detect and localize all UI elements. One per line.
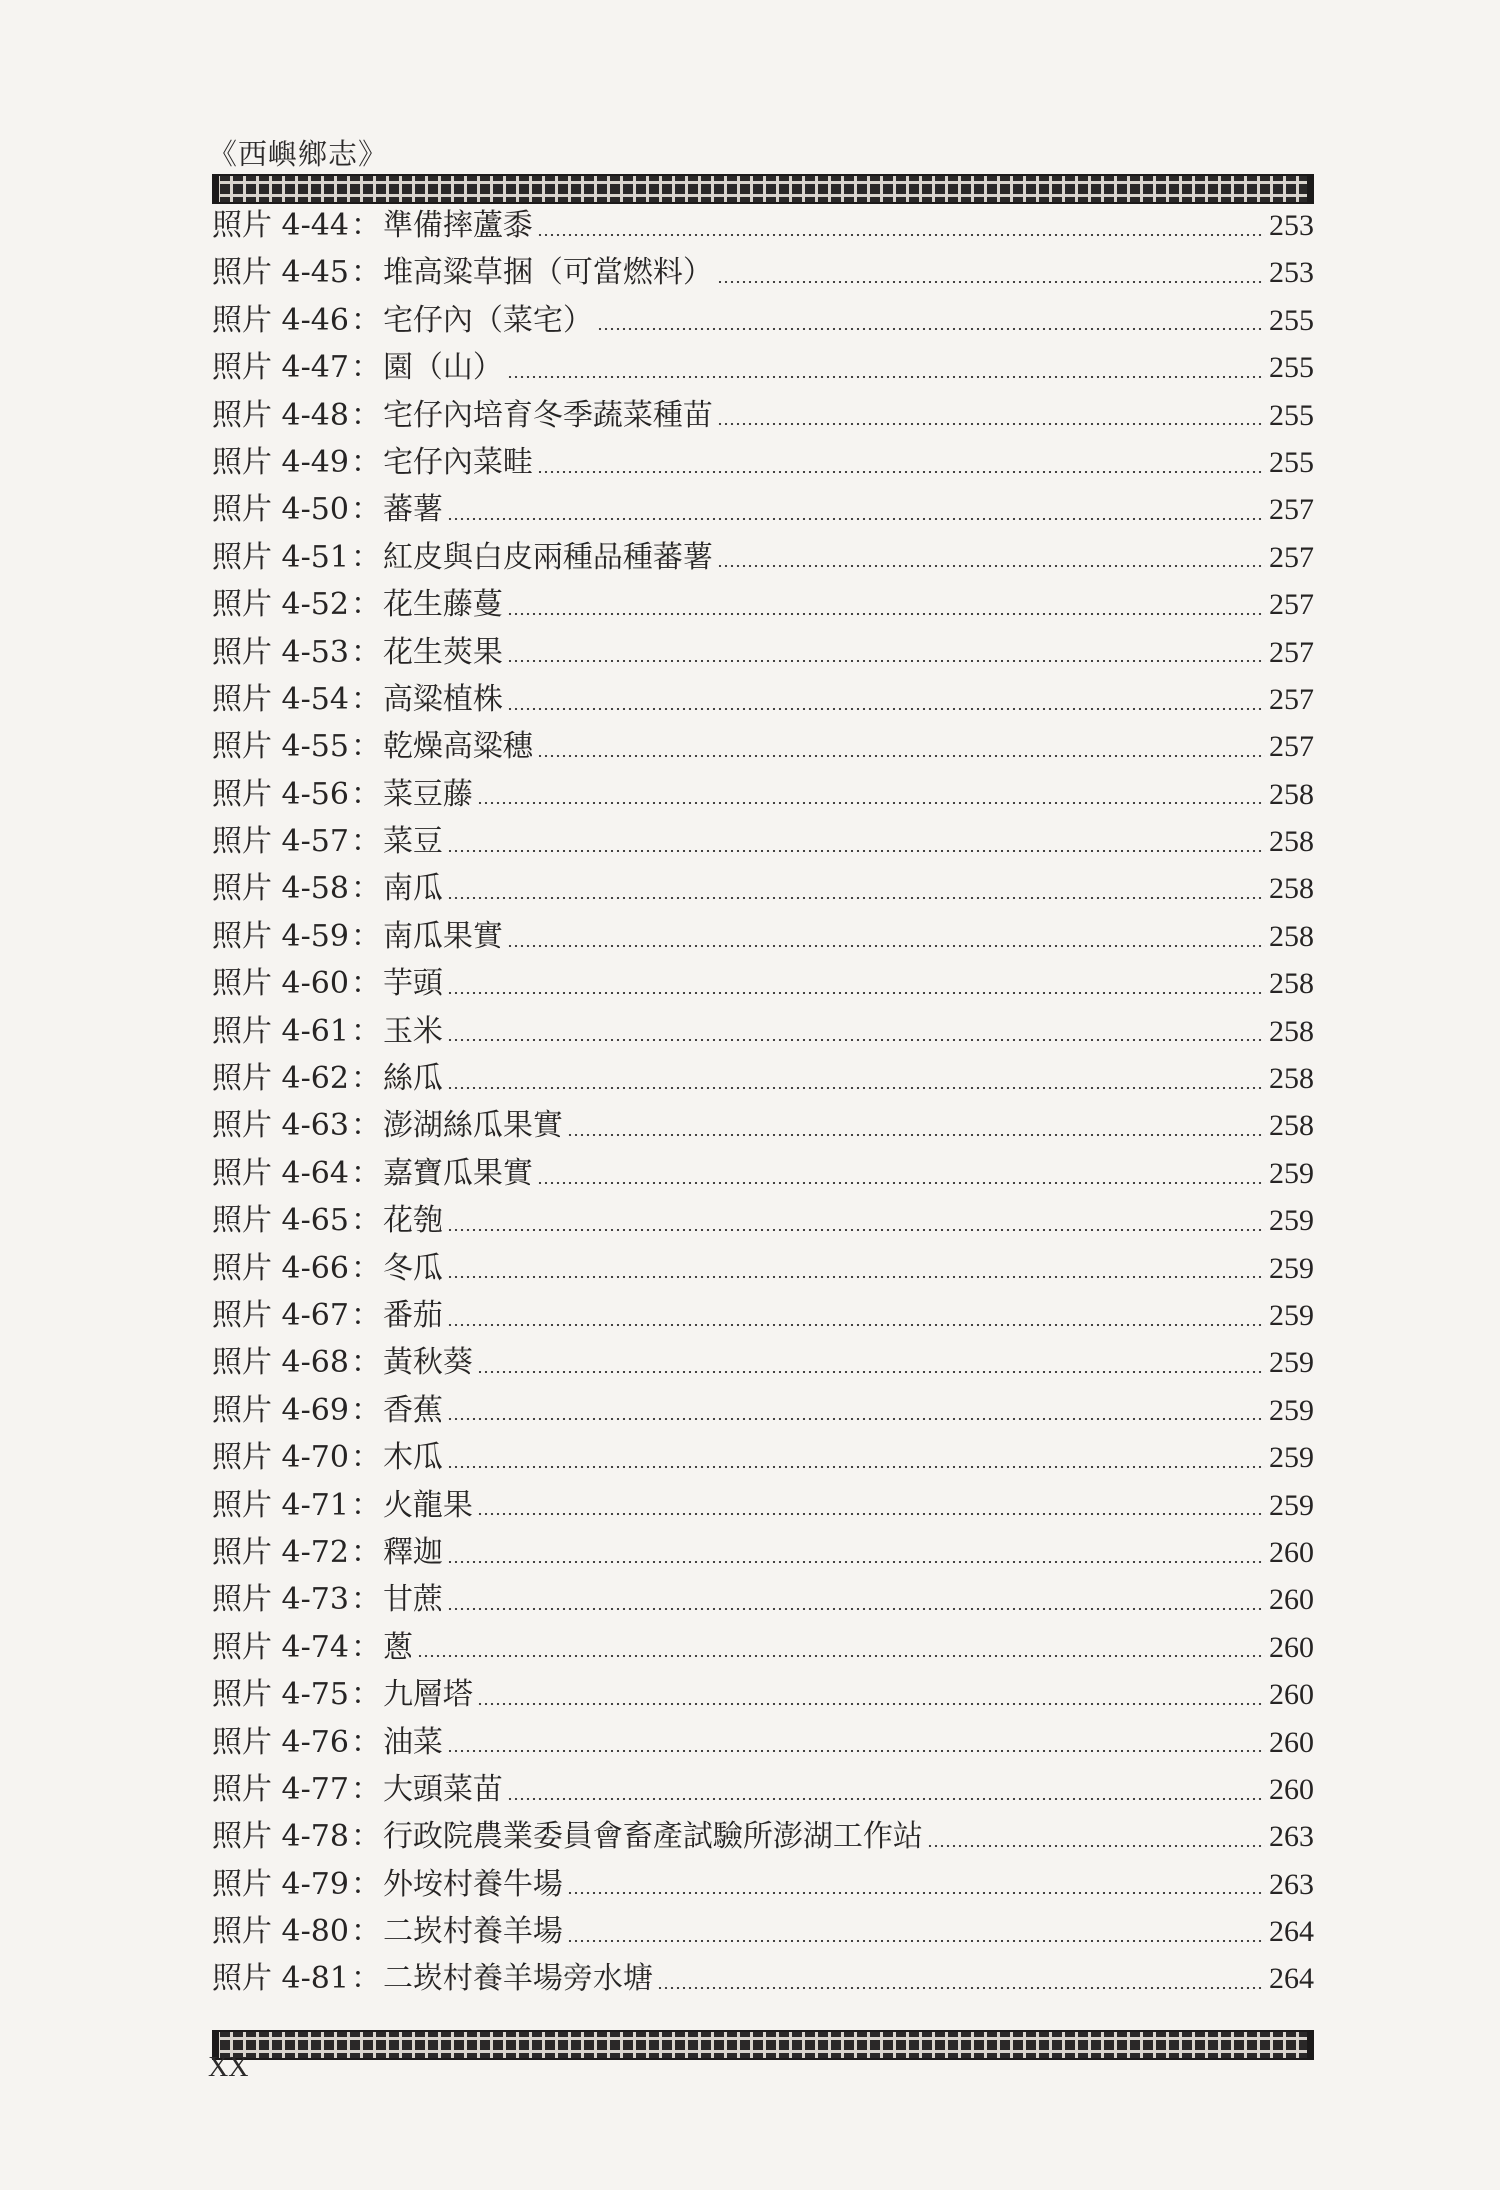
toc-entry (212, 392, 1314, 439)
toc-entry-label: 照片 4-73 (212, 1582, 349, 1618)
toc-entry-page: 253 (1269, 209, 1314, 242)
toc-entry-title: 宅仔內菜畦 (382, 444, 533, 480)
toc-entry-label: 照片 4-59 (212, 918, 349, 954)
toc-entry-title: 園（山） (382, 350, 503, 386)
dot-leader (537, 234, 1265, 236)
toc-entry-label: 照片 4-46 (212, 302, 349, 338)
toc-entry-title: 嘉寶瓜果實 (382, 1155, 533, 1191)
toc-entry-separator: ： (350, 350, 381, 386)
toc-entry-separator: ： (350, 1724, 381, 1760)
dot-leader (477, 1371, 1265, 1373)
toc-entry-separator: ： (350, 1914, 381, 1950)
dot-leader (447, 850, 1265, 852)
toc-entry (212, 439, 1314, 486)
toc-entry-separator: ： (350, 1061, 381, 1097)
toc-entry-page: 258 (1269, 967, 1314, 1001)
toc-entry (212, 723, 1314, 770)
toc-entry-page: 260 (1269, 1630, 1314, 1664)
toc-entry (212, 676, 1314, 723)
toc-entry-label: 照片 4-78 (212, 1819, 349, 1855)
dot-leader (537, 755, 1265, 757)
toc-entry-label: 照片 4-60 (212, 966, 349, 1002)
toc-entry-title: 行政院農業委員會畜產試驗所澎湖工作站 (382, 1819, 923, 1855)
toc-entry-page: 259 (1269, 1298, 1314, 1332)
toc-entry-separator: ： (350, 1440, 381, 1476)
toc-entry-label: 照片 4-49 (212, 444, 349, 480)
toc-entry-separator: ： (350, 776, 381, 812)
toc-entry-separator: ： (350, 1866, 381, 1902)
toc-entry (212, 865, 1314, 912)
toc-entry-separator: ： (350, 634, 381, 670)
toc-entry-separator: ： (350, 587, 381, 623)
dot-leader (447, 1561, 1265, 1563)
toc-entry-separator: ： (350, 1582, 381, 1618)
toc-entry (212, 1624, 1314, 1671)
toc-entry-page: 258 (1269, 1062, 1314, 1096)
dot-leader (477, 1513, 1265, 1515)
toc-entry-label: 照片 4-70 (212, 1440, 349, 1476)
toc-entry (212, 1102, 1314, 1149)
toc-entry-separator: ： (350, 255, 381, 291)
toc-entry (212, 771, 1314, 818)
toc-entry (212, 1861, 1314, 1908)
dot-leader (447, 1608, 1265, 1610)
toc-entry (212, 581, 1314, 628)
toc-entry (212, 344, 1314, 391)
toc-entry (212, 1245, 1314, 1292)
toc-entry-title: 準備摔蘆黍 (382, 208, 533, 243)
dot-leader (447, 1229, 1265, 1231)
toc-entry-page: 257 (1269, 588, 1314, 622)
toc-entry (212, 486, 1314, 533)
toc-entry (212, 629, 1314, 676)
toc-entry (212, 1434, 1314, 1481)
toc-entry-separator: ： (350, 1108, 381, 1144)
toc-entry-separator: ： (350, 1677, 381, 1713)
toc-entry-separator: ： (350, 1155, 381, 1191)
toc-entry-title: 堆高粱草捆（可當燃料） (382, 255, 713, 291)
dot-leader (537, 1182, 1265, 1184)
dot-leader (567, 1134, 1265, 1136)
toc-entry (212, 1150, 1314, 1197)
toc-entry (212, 1813, 1314, 1860)
toc-entry-page: 258 (1269, 872, 1314, 906)
toc-entry-page: 259 (1269, 1488, 1314, 1522)
toc-entry (212, 1671, 1314, 1718)
toc-entry (212, 913, 1314, 960)
toc-entry (212, 1387, 1314, 1434)
toc-entry-separator: ： (350, 966, 381, 1002)
toc-entry-page: 259 (1269, 1156, 1314, 1190)
toc-entry-title: 油菜 (382, 1724, 443, 1760)
toc-entry-label: 照片 4-58 (212, 871, 349, 907)
toc-entry (212, 1197, 1314, 1244)
toc-entry-separator: ： (350, 1297, 381, 1333)
border-end-cap-right (1307, 176, 1314, 202)
toc-entry-page: 260 (1269, 1772, 1314, 1806)
dot-leader (447, 1418, 1265, 1420)
dot-leader (447, 992, 1265, 994)
toc-entry (212, 818, 1314, 865)
dot-leader (447, 1087, 1265, 1089)
toc-entry-label: 照片 4-52 (212, 587, 349, 623)
dot-leader (717, 281, 1265, 283)
toc-entry-label: 照片 4-66 (212, 1250, 349, 1286)
toc-entry-title: 九層塔 (382, 1677, 473, 1713)
dot-leader (717, 423, 1265, 425)
toc-entry-separator: ： (350, 1771, 381, 1807)
toc-entry-title: 二崁村養羊場 (382, 1914, 563, 1950)
toc-entry-page: 258 (1269, 825, 1314, 859)
toc-entry-separator: ： (350, 1819, 381, 1855)
toc-entry (212, 202, 1314, 249)
toc-entry-page: 260 (1269, 1583, 1314, 1617)
dot-leader (657, 1987, 1265, 1989)
toc-entry-page: 259 (1269, 1393, 1314, 1427)
toc-entry (212, 1719, 1314, 1766)
dot-leader (507, 708, 1265, 710)
toc-entry (212, 1576, 1314, 1623)
toc-entry-separator: ： (350, 918, 381, 954)
toc-entry-label: 照片 4-47 (212, 350, 349, 386)
toc-entry-title: 菜豆 (382, 824, 443, 860)
toc-entry-title: 乾燥高粱穗 (382, 729, 533, 765)
toc-entry-label: 照片 4-77 (212, 1771, 349, 1807)
dot-leader (447, 1466, 1265, 1468)
toc-entry-separator: ： (350, 1250, 381, 1286)
toc-entry-label: 照片 4-62 (212, 1061, 349, 1097)
toc-entry-label: 照片 4-72 (212, 1534, 349, 1570)
toc-entry-separator: ： (350, 1961, 381, 1997)
toc-entry-page: 258 (1269, 777, 1314, 811)
toc-entry-separator: ： (350, 1534, 381, 1570)
toc-entry-page: 260 (1269, 1535, 1314, 1569)
toc-entry (212, 297, 1314, 344)
toc-entry-page: 257 (1269, 682, 1314, 716)
toc-entry-title: 蕃薯 (382, 492, 443, 528)
toc-entry-page: 258 (1269, 1014, 1314, 1048)
dot-leader (447, 1750, 1265, 1752)
toc-entry-title: 火龍果 (382, 1487, 473, 1523)
dot-leader (417, 1655, 1265, 1657)
toc-entry (212, 1766, 1314, 1813)
toc-entry-title: 花匏 (382, 1203, 443, 1239)
photo-list-of-figures (212, 202, 1314, 2003)
toc-entry-separator: ： (350, 1629, 381, 1665)
bottom-decorative-border (212, 2030, 1314, 2060)
toc-entry-label: 照片 4-64 (212, 1155, 349, 1191)
toc-entry-title: 宅仔內培育冬季蔬菜種苗 (382, 397, 713, 433)
toc-entry-label: 照片 4-55 (212, 729, 349, 765)
dot-leader (507, 376, 1265, 378)
toc-entry-title: 二崁村養羊場旁水塘 (382, 1961, 653, 1997)
toc-entry-title: 花生莢果 (382, 634, 503, 670)
toc-entry-separator: ： (350, 824, 381, 860)
toc-entry-label: 照片 4-61 (212, 1013, 349, 1049)
border-end-cap-right (1307, 2032, 1314, 2058)
toc-entry-page: 255 (1269, 351, 1314, 385)
dot-leader (507, 945, 1265, 947)
toc-entry-label: 照片 4-81 (212, 1961, 349, 1997)
toc-entry-separator: ： (350, 1487, 381, 1523)
toc-entry-title: 高粱植株 (382, 681, 503, 717)
toc-entry-title: 宅仔內（菜宅） (382, 302, 593, 338)
toc-entry-label: 照片 4-63 (212, 1108, 349, 1144)
toc-entry-title: 黃秋葵 (382, 1345, 473, 1381)
toc-entry-page: 259 (1269, 1346, 1314, 1380)
dot-leader (507, 613, 1265, 615)
toc-entry-separator: ： (350, 1203, 381, 1239)
toc-entry-separator: ： (350, 1013, 381, 1049)
toc-entry-page: 258 (1269, 919, 1314, 953)
toc-entry-label: 照片 4-53 (212, 634, 349, 670)
toc-entry-separator: ： (350, 208, 381, 243)
toc-entry (212, 1339, 1314, 1386)
toc-entry-label: 照片 4-79 (212, 1866, 349, 1902)
dot-leader (447, 518, 1265, 520)
toc-entry-label: 照片 4-69 (212, 1392, 349, 1428)
toc-entry-page: 260 (1269, 1678, 1314, 1712)
toc-entry-separator: ： (350, 444, 381, 480)
toc-entry-page: 263 (1269, 1867, 1314, 1901)
toc-entry (212, 1908, 1314, 1955)
toc-entry-label: 照片 4-51 (212, 539, 349, 575)
toc-entry-title: 甘蔗 (382, 1582, 443, 1618)
toc-entry-page: 257 (1269, 540, 1314, 574)
toc-entry-label: 照片 4-65 (212, 1203, 349, 1239)
toc-entry-page: 255 (1269, 445, 1314, 479)
toc-entry (212, 1008, 1314, 1055)
dot-leader (447, 1039, 1265, 1041)
toc-entry-separator: ： (350, 1392, 381, 1428)
dot-leader (507, 660, 1265, 662)
toc-entry-label: 照片 4-67 (212, 1297, 349, 1333)
toc-entry-label: 照片 4-68 (212, 1345, 349, 1381)
toc-entry-title: 菜豆藤 (382, 776, 473, 812)
toc-entry-page: 257 (1269, 730, 1314, 764)
dot-leader (477, 802, 1265, 804)
toc-entry-label: 照片 4-44 (212, 208, 349, 243)
toc-entry-separator: ： (350, 729, 381, 765)
toc-entry-page: 257 (1269, 635, 1314, 669)
toc-entry (212, 1529, 1314, 1576)
dot-leader (447, 897, 1265, 899)
toc-entry-label: 照片 4-80 (212, 1914, 349, 1950)
dot-leader (717, 565, 1265, 567)
toc-entry-label: 照片 4-57 (212, 824, 349, 860)
page-number: XX (208, 2052, 249, 2083)
toc-entry-title: 冬瓜 (382, 1250, 443, 1286)
toc-entry-page: 264 (1269, 1915, 1314, 1949)
toc-entry-title: 香蕉 (382, 1392, 443, 1428)
toc-entry-label: 照片 4-74 (212, 1629, 349, 1665)
toc-entry-separator: ： (350, 681, 381, 717)
toc-entry-label: 照片 4-71 (212, 1487, 349, 1523)
toc-entry-page: 264 (1269, 1962, 1314, 1996)
toc-entry-title: 南瓜果實 (382, 918, 503, 954)
toc-entry-separator: ： (350, 302, 381, 338)
toc-entry-label: 照片 4-45 (212, 255, 349, 291)
toc-entry-title: 木瓜 (382, 1440, 443, 1476)
dot-leader (507, 1798, 1265, 1800)
toc-entry (212, 1955, 1314, 2002)
toc-entry-title: 絲瓜 (382, 1061, 443, 1097)
dot-leader (927, 1845, 1265, 1847)
toc-entry-title: 外垵村養牛場 (382, 1866, 563, 1902)
toc-entry-separator: ： (350, 871, 381, 907)
border-end-cap-left (212, 176, 219, 202)
toc-entry-label: 照片 4-76 (212, 1724, 349, 1760)
toc-entry (212, 1055, 1314, 1102)
toc-entry (212, 249, 1314, 296)
running-header-book-title: 《西嶼鄉志》 (208, 137, 389, 171)
toc-entry-page: 255 (1269, 398, 1314, 432)
toc-entry-page: 258 (1269, 1109, 1314, 1143)
dot-leader (567, 1940, 1265, 1942)
toc-entry-label: 照片 4-75 (212, 1677, 349, 1713)
dot-leader (537, 471, 1265, 473)
toc-entry-page: 260 (1269, 1725, 1314, 1759)
toc-entry-title: 番茄 (382, 1297, 443, 1333)
toc-entry-title: 芋頭 (382, 966, 443, 1002)
toc-entry-page: 257 (1269, 493, 1314, 527)
dot-leader (567, 1892, 1265, 1894)
dot-leader (447, 1276, 1265, 1278)
toc-entry-title: 南瓜 (382, 871, 443, 907)
toc-entry-page: 259 (1269, 1441, 1314, 1475)
toc-entry-separator: ： (350, 539, 381, 575)
toc-entry-title: 玉米 (382, 1013, 443, 1049)
toc-entry-page: 259 (1269, 1251, 1314, 1285)
toc-entry-title: 釋迦 (382, 1534, 443, 1570)
toc-entry-separator: ： (350, 1345, 381, 1381)
toc-entry (212, 960, 1314, 1007)
toc-entry-page: 263 (1269, 1820, 1314, 1854)
toc-entry (212, 534, 1314, 581)
toc-entry-page: 259 (1269, 1204, 1314, 1238)
dot-leader (447, 1324, 1265, 1326)
dot-leader (477, 1703, 1265, 1705)
toc-entry-page: 253 (1269, 256, 1314, 290)
toc-entry-separator: ： (350, 397, 381, 433)
toc-entry-label: 照片 4-48 (212, 397, 349, 433)
toc-entry-label: 照片 4-50 (212, 492, 349, 528)
toc-entry-title: 蔥 (382, 1629, 413, 1665)
toc-entry (212, 1482, 1314, 1529)
toc-entry-label: 照片 4-56 (212, 776, 349, 812)
toc-entry-title: 花生藤蔓 (382, 587, 503, 623)
toc-entry-page: 255 (1269, 303, 1314, 337)
toc-entry-title: 紅皮與白皮兩種品種蕃薯 (382, 539, 713, 575)
toc-entry-title: 大頭菜苗 (382, 1771, 503, 1807)
top-decorative-border (212, 174, 1314, 204)
toc-entry-title: 澎湖絲瓜果實 (382, 1108, 563, 1144)
dot-leader (597, 328, 1265, 330)
toc-entry (212, 1292, 1314, 1339)
toc-entry-separator: ： (350, 492, 381, 528)
toc-entry-label: 照片 4-54 (212, 681, 349, 717)
